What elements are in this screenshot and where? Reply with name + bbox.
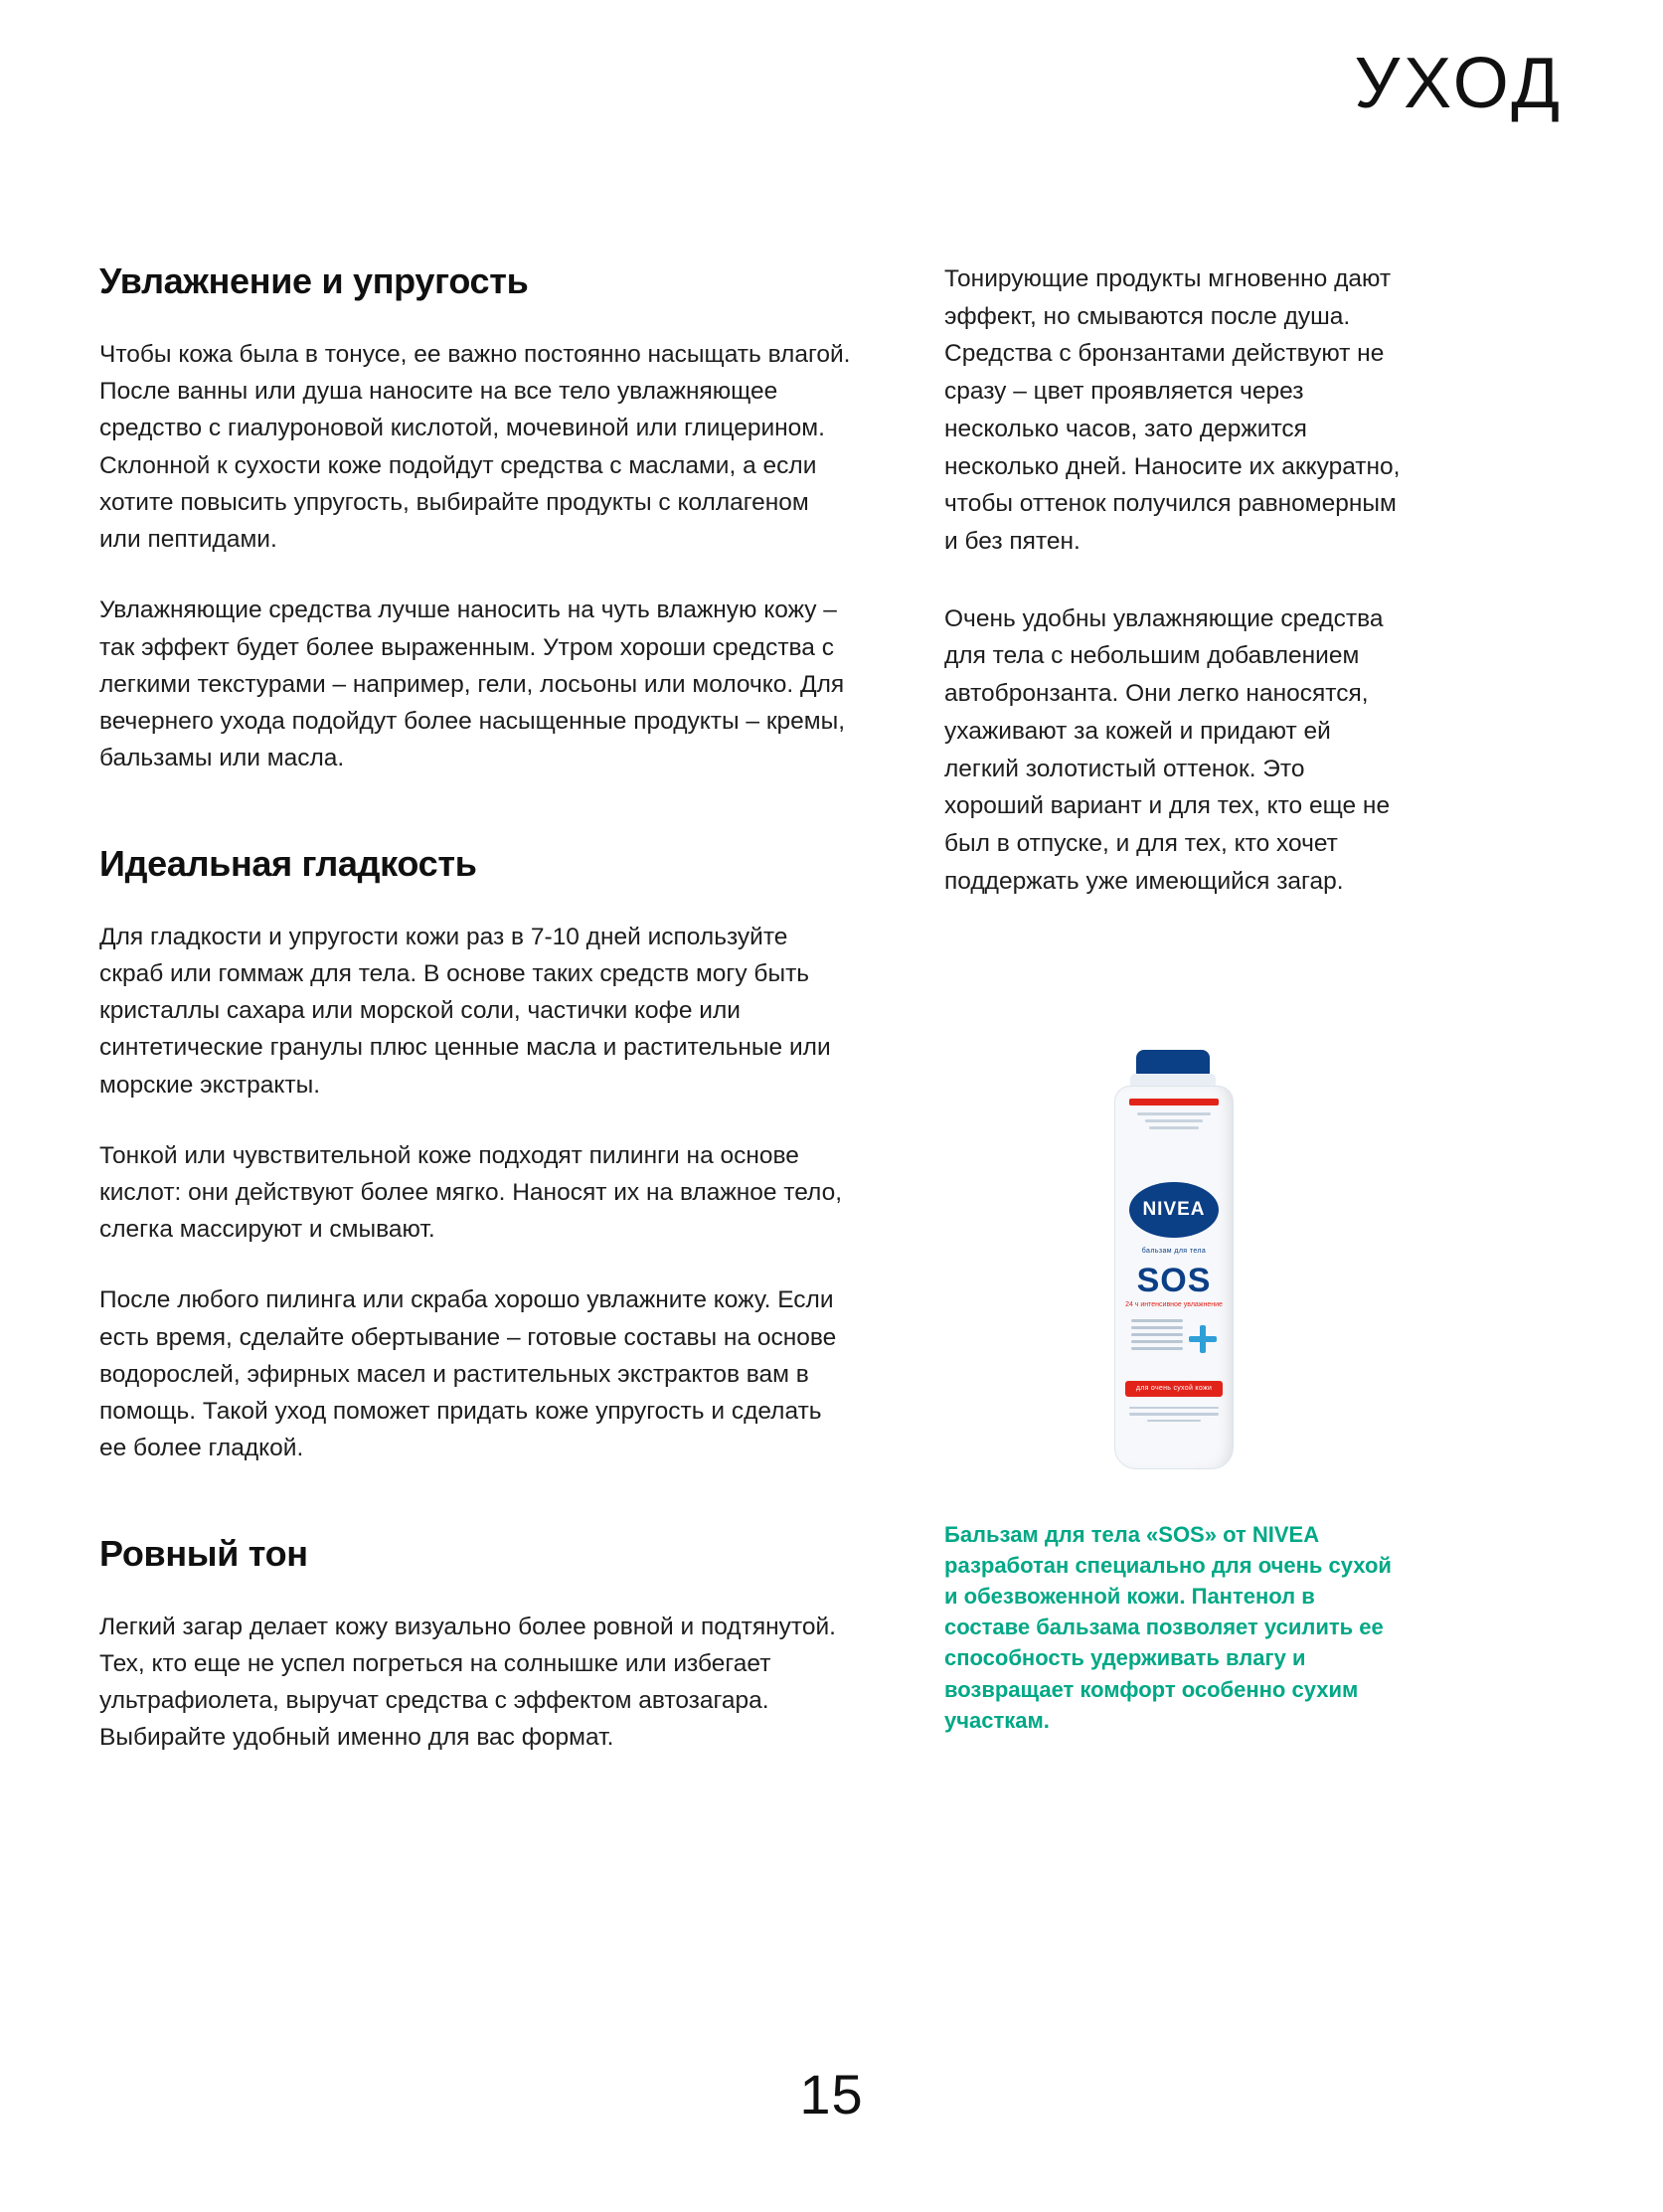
plus-icon xyxy=(1189,1325,1217,1353)
right-column xyxy=(944,260,1402,1757)
product-name: SOS xyxy=(1136,1261,1212,1299)
pre-name-label: бальзам для тела xyxy=(1141,1247,1207,1255)
paragraph: Тонирующие продукты мгновенно дают эффект, но смываются после душа. Средства с бронзантами действуют не сразу – цвет проявляется через несколько часов, зато держится несколько дней. Наносите их аккуратно, чтобы оттенок получился равномерным и без пятен. xyxy=(944,265,1401,556)
section-title-even-tone: Ровный тон xyxy=(99,1532,308,1574)
label-text-line xyxy=(1149,1126,1199,1129)
product-caption: Бальзам для тела «SOS» от NIVEA разработан специально для очень сухой и обезвоженной кожи. Пантенол в составе бальзама позволяет усилить ее способность удерживать влагу и возвращает комфорт особенно сухим участкам. xyxy=(944,1521,1392,1733)
page-number: 15 xyxy=(799,2063,864,2126)
nivea-bottle-illustration xyxy=(1114,1050,1232,1467)
under-name-label: 24 ч интенсивное увлажнение xyxy=(1125,1300,1223,1308)
paragraph: Очень удобны увлажняющие средства для тела с небольшим добавлением автобронзанта. Они легко наносятся, ухаживают за кожей и придают ей легкий золотистый оттенок. Это хороший вариант и для тех, кто еще не был в отпуске, и для тех, кто хочет поддержать уже имеющийся загар. xyxy=(944,604,1391,895)
paragraph: Увлажняющие средства лучше наносить на чуть влажную кожу – так эффект будет более выраженным. Утром хороши средства с легкими текстурами – например, гели, лосьоны или молочко. Для вечернего ухода подойдут более насыщенные продукты – кремы, бальзамы или масла. xyxy=(99,596,846,772)
section-title-smoothness: Идеальная гладкость xyxy=(99,842,477,884)
page-title: УХОД xyxy=(1354,44,1564,123)
left-column xyxy=(99,260,855,1757)
skin-type-band xyxy=(1125,1381,1223,1397)
nivea-logo-icon xyxy=(1129,1182,1219,1238)
label-detail-block xyxy=(1131,1319,1183,1354)
paragraph: Тонкой или чувствительной коже подходят пилинги на основе кислот: они действуют более мягко. Наносят их на влажное тело, слегка массируют и смывают. xyxy=(99,1141,843,1244)
content-columns xyxy=(99,260,1564,1757)
label-fineprint xyxy=(1129,1407,1219,1427)
label-text-line xyxy=(1145,1119,1203,1122)
label-text-line xyxy=(1137,1112,1211,1115)
product-figure xyxy=(944,1050,1402,1737)
bottle-body xyxy=(1114,1086,1234,1469)
bottle-cap-icon xyxy=(1136,1050,1210,1076)
section-title-moisture: Увлажнение и упругость xyxy=(99,260,529,301)
skin-type-label: для очень сухой кожи xyxy=(1135,1385,1213,1392)
product-image xyxy=(944,1050,1402,1467)
paragraph: После любого пилинга или скраба хорошо увлажните кожу. Если есть время, сделайте обертывание – готовые составы на основе водорослей, эфирных масел и растительных экстрактов вам в помощь. Такой уход поможет придать коже упругость и сделать ее более гладкой. xyxy=(99,1286,837,1462)
paragraph: Для гладкости и упругости кожи раз в 7-10 дней используйте скраб или гоммаж для тела. В основе таких средств могу быть кристаллы сахара или морской соли, частички кофе или синтетические гранулы плюс ценные масла и растительные или морские экстракты. xyxy=(99,923,831,1099)
paragraph: Чтобы кожа была в тонусе, ее важно постоянно насыщать влагой. После ванны или душа наносите на все тело увлажняющее средство с гиалуроновой кислотой, мочевиной или глицерином. Склонной к сухости коже подойдут средства с маслами, а если хотите повысить упругость, выбирайте продукты с коллагеном или пептидами. xyxy=(99,341,851,554)
brand-name: NIVEA xyxy=(1142,1198,1206,1220)
label-red-line xyxy=(1129,1099,1219,1106)
paragraph: Легкий загар делает кожу визуально более ровной и подтянутой. Тех, кто еще не успел погреться на солнышке или избегает ультрафиолета, выручат средства с эффектом автозагара. Выбирайте удобный именно для вас формат. xyxy=(99,1613,836,1752)
